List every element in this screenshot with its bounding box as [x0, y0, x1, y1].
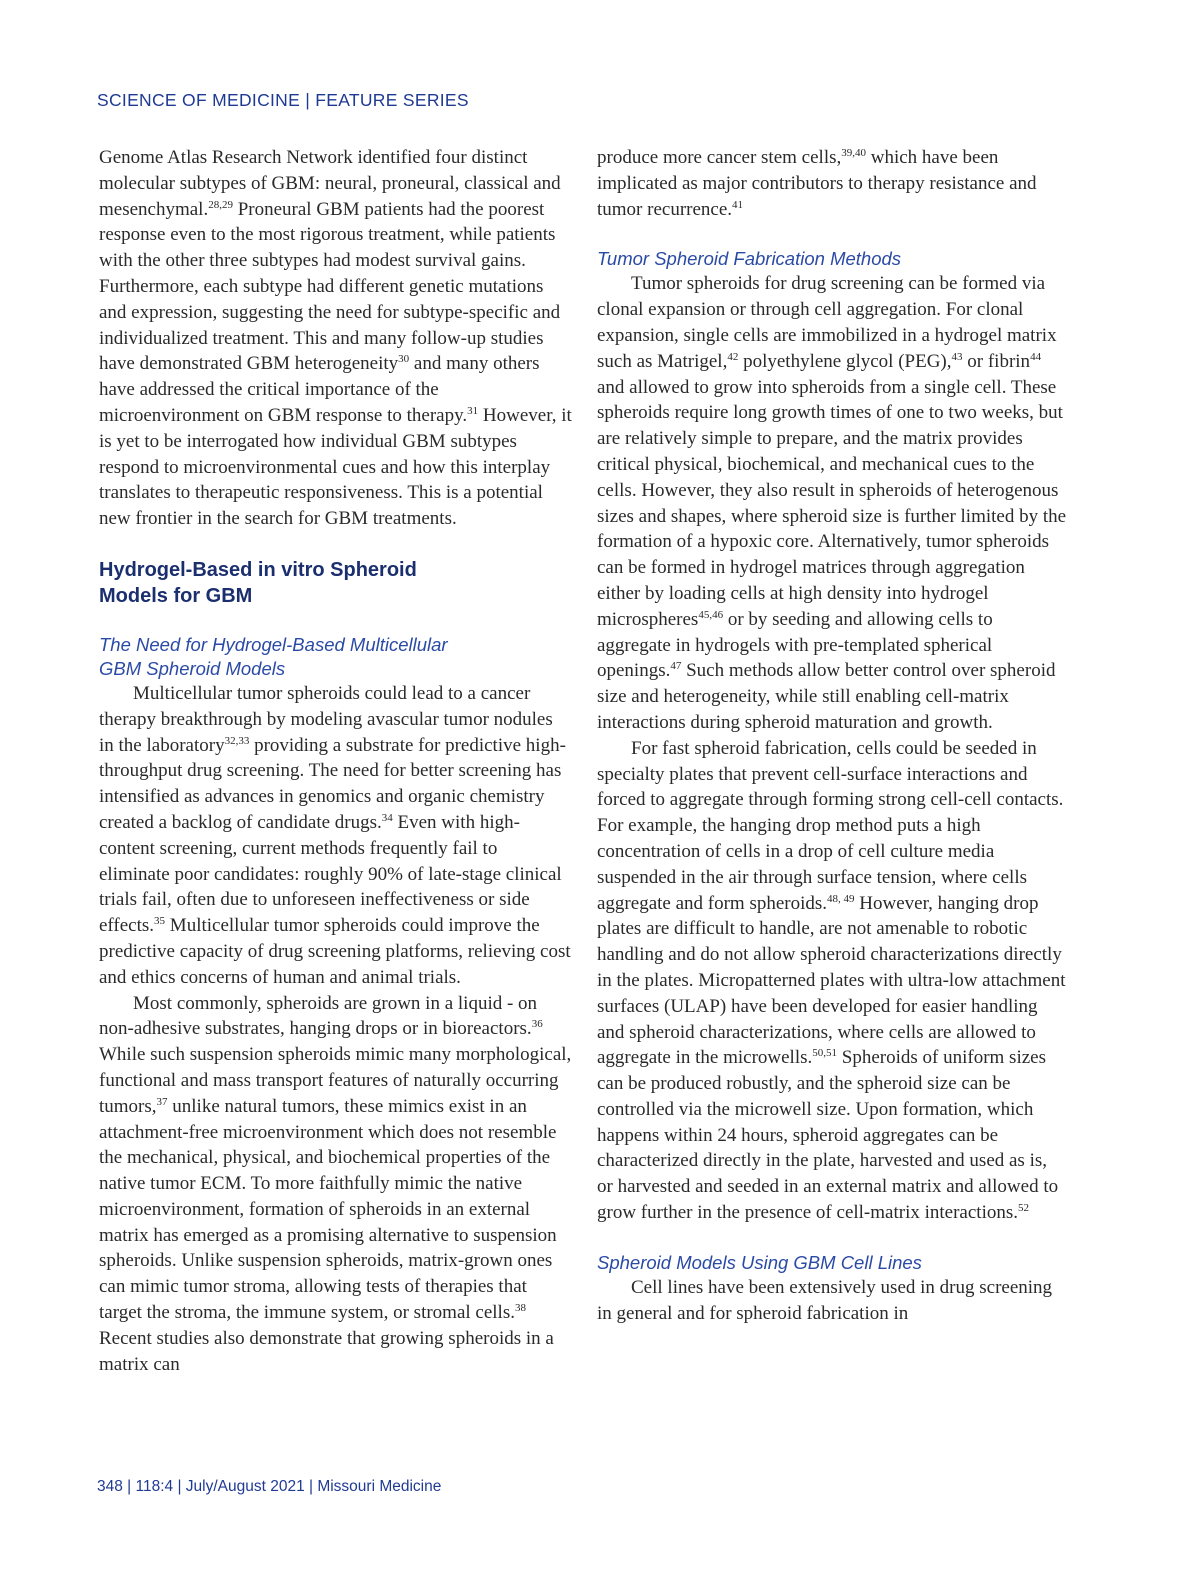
citation: 52 — [1018, 1202, 1029, 1215]
running-head: SCIENCE OF MEDICINE | FEATURE SERIES — [97, 90, 469, 110]
body-paragraph: Multicellular tumor spheroids could lead to a cancer therapy breakthrough by modeling avascular tumor nodules in the laboratory$^{32,33}$ providing a substrate for predictive high-throughput drug screening. The need for better screening has intensified as advances in genomics and organic chemistry created a backlog of candidate drugs.$^{34}$ Even with high-content screening, current methods frequently fail to eliminate poor candidates: roughly 90% of late-stage clinical trials fail, often due to unforeseen ineffectiveness or side effects.$^{35}$ Multicellular tumor spheroids could improve the predictive capacity of drug screening platforms, relieving cost and ethics concerns of human and animal trials. — [99, 682, 571, 988]
citation: 41 — [732, 198, 744, 211]
body-paragraph: produce more cancer stem cells,$^{39,40}$ which have been implicated as major contributors to therapy resistance and tumor recurrence.$^{41}$ — [597, 147, 1037, 220]
subsection-heading: Spheroid Models Using GBM Cell Lines — [597, 1251, 922, 1273]
citation: 36 — [531, 1018, 543, 1031]
citation: 44 — [1030, 350, 1042, 363]
subsection-heading: The Need for Hydrogel-Based Multicellular GBM Spheroid Models — [99, 633, 448, 679]
intro-paragraph: Genome Atlas Research Network identified four distinct molecular subtypes of GBM: neural, proneural, classical and mesenchymal.$^{28,29}$ Proneural GBM patients had the poorest response even to the most rigorous treatment, while patients with the other three subtypes had modest survival gains. Furthermore, each subtype had different genetic mutations and expression, suggesting the need for subtype-specific and individualized treatment. This and many follow-up studies have demonstrated GBM heterogeneity$^{30}$ and many others have addressed the critical importance of the microenvironment on GBM response to therapy.$^{31}$ However, it is yet to be interrogated how individual GBM subtypes respond to microenvironmental cues and how this interplay translates to therapeutic responsiveness. This is a potential new frontier in the search for GBM treatments. — [99, 147, 572, 530]
body-paragraph: Cell lines have been extensively used in drug screening in general and for spheroid fabrication in — [597, 1276, 1053, 1324]
citation: 32,33 — [224, 734, 250, 747]
body-paragraph: For fast spheroid fabrication, cells could be seeded in specialty plates that prevent cell-surface interactions and forced to aggregate through forming strong cell-cell contacts. For example, the hanging drop method puts a high concentration of cells in a drop of cell culture media suspended in the air through surface tension, where cells aggregate and form spheroids.$^{48, 49}$ However, hanging drop plates are difficult to handle, are not amenable to robotic handling and do not allow spheroid characterizations directly in the plates. Micropatterned plates with ultra-low attachment surfaces (ULAP) have been developed for easier handling and spheroid characterizations, where cells are allowed to aggregate in the microwells.$^{50,51}$ Spheroids of uniform sizes can be produced robustly, and the spheroid size can be controlled via the microwell size. Upon formation, which happens within 24 hours, spheroid aggregates can be characterized directly in the plate, harvested and used as is, or harvested and seeded in an external matrix and allowed to grow further in the presence of cell-matrix interactions.$^{52}$ — [597, 737, 1066, 1224]
body-paragraph: Most commonly, spheroids are grown in a liquid - on non-adhesive substrates, hanging drops or in bioreactors.$^{36}$ While such suspension spheroids mimic many morphological, functional and mass transport features of naturally occurring tumors,$^{37}$ unlike natural tumors, these mimics exist in an attachment-free microenvironment which does not resemble the mechanical, physical, and biochemical properties of the native tumor ECM. To more faithfully mimic the native microenvironment, formation of spheroids in an external matrix has emerged as a promising alternative to suspension spheroids. Unlike suspension spheroids, matrix-grown ones can mimic tumor stroma, allowing tests of therapies that target the stroma, the immune system, or stromal cells.$^{38}$ Recent studies also demonstrate that growing spheroids in a matrix can — [99, 992, 572, 1375]
citation: 48, 49 — [827, 892, 855, 905]
citation: 28,29 — [208, 198, 233, 211]
section-heading: Hydrogel-Based in vitro Spheroid Models for GBM — [99, 558, 417, 607]
citation: 31 — [467, 404, 479, 417]
citation: 35 — [154, 915, 166, 928]
right-column — [597, 145, 1067, 1326]
citation: 50,51 — [812, 1047, 838, 1060]
citation: 34 — [381, 811, 393, 824]
citation: 45,46 — [698, 608, 724, 621]
page-footer: 348 | 118:4 | July/August 2021 | Missouri Medicine — [97, 1478, 442, 1495]
citation: 43 — [951, 350, 963, 363]
citation: 30 — [398, 353, 410, 366]
citation: 42 — [727, 350, 739, 363]
citation: 37 — [156, 1095, 168, 1108]
citation: 47 — [670, 660, 682, 673]
citation: 39,40 — [841, 147, 866, 159]
citation: 38 — [514, 1302, 526, 1315]
subsection-heading: Tumor Spheroid Fabrication Methods — [597, 248, 902, 270]
body-paragraph: Tumor spheroids for drug screening can be formed via clonal expansion or through cell aggregation. For clonal expansion, single cells are immobilized in a hydrogel matrix such as Matrigel,$^{42}$ polyethylene glycol (PEG),$^{43}$ or fibrin$^{44}$ and allowed to grow into spheroids from a single cell. These spheroids require long growth times of one to two weeks, but are relatively simple to prepare, and the matrix provides critical physical, biochemical, and mechanical cues to the cells. However, they also result in spheroids of heterogenous sizes and shapes, where spheroid size is further limited by the formation of a hypoxic core. Alternatively, tumor spheroids can be formed in hydrogel matrices through aggregation either by loading cells at high density into hydrogel microspheres$^{45,46}$ or by seeding and allowing cells to aggregate in hydrogels with pre-templated spherical openings.$^{47}$ Such methods allow better control over spheroid size and heterogeneity, while still enabling cell-matrix interactions during spheroid maturation and growth. — [597, 273, 1067, 733]
left-column — [99, 145, 572, 1377]
